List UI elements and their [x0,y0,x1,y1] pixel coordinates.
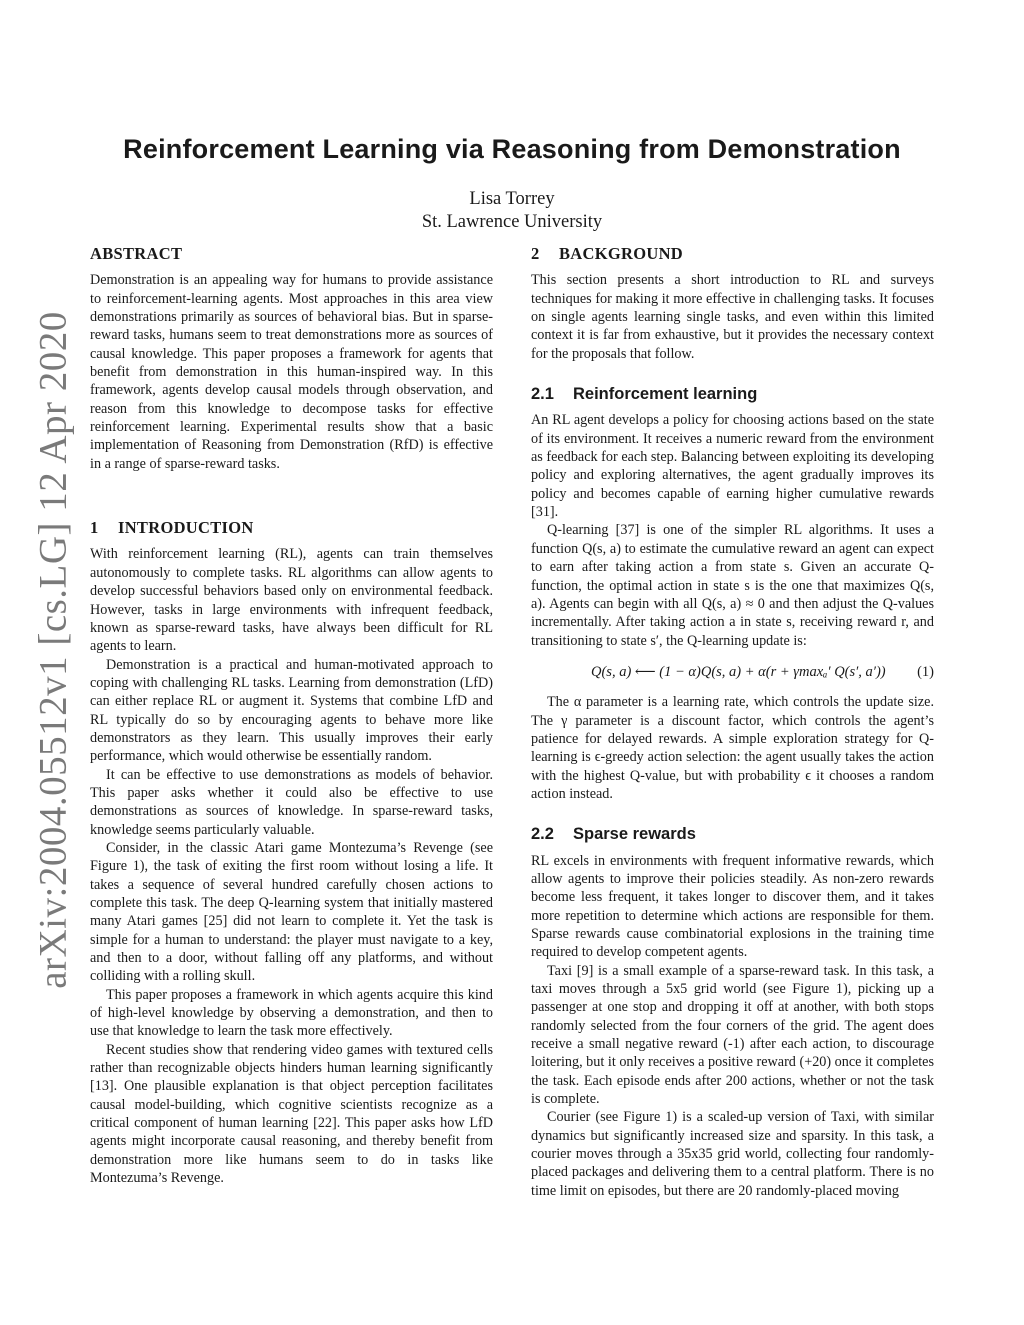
introduction-heading [90,519,493,537]
section-number: 2 [531,244,540,263]
subsection-title: Reinforcement learning [573,385,758,404]
sparse-subsection-heading [531,825,934,843]
rl-paragraph: Q-learning [37] is one of the simpler RL algorithms. It uses a function Q(s, a) to estimate the cumulative reward an agent can expect to earn after taking action a from state s. Given an accurate Q-function, the optimal action in state s is the one that maximizes Q(s, a). Agents can begin with all Q(s, a) ≈ 0 and then adjust the Q-values incrementally. After taking action a in state s, receiving reward r, and transitioning to state s′, the Q-learning update is: [531,522,934,649]
intro-paragraph: Demonstration is a practical and human-motivated approach to coping with challenging RL tasks. Learning from demonstration (LfD) can either replace RL or augment it. Systems that combine LfD and RL typically do so by encouraging agents to behave more like demonstrators as they learn. This usually improves their early performance, which would otherwise be essentially random. [90,656,493,765]
paper-title: Reinforcement Learning via Reasoning from Demonstration [123,134,901,164]
q-learning-equation [531,663,934,681]
section-number: 1 [90,518,99,538]
abstract-heading: ABSTRACT [90,244,183,263]
author-affiliation: St. Lawrence University [421,212,603,232]
background-intro: This section presents a short introduction to RL and surveys techniques for making it more effective in challenging tasks. It focuses on single agents learning single tasks, and even within this limited context it is far from exhaustive, but it provides the necessary context for the proposals that follow. [531,272,934,362]
rl-subsection-heading [531,385,934,403]
author-block [0,188,1024,234]
rl-paragraph: The α parameter is a learning rate, which controls the update size. The γ parameter is a discount factor, which controls the agent’s patience for delayed rewards. A simple exploration strategy for Q-learning is ϵ-greedy action selection: the agent usually takes the action with the highest Q-value, but with probability ϵ it chooses a random action instead. [531,694,934,802]
background-heading [531,245,934,263]
equation-body: Q(s, a) ⟵ (1 − α)Q(s, a) + α(r + γmaxₐ′ Q(s′, a′)) [591,663,886,680]
subsection-number: 2.1 [531,385,554,404]
intro-paragraph: Recent studies show that rendering video games with textured cells rather than recognizable objects hinders human learning significantly [13]. One plausible explanation is that object perception facilitates causal model-building, which cognitive scientists recognize as a critical component of human learning [22]. This paper asks how LfD agents might incorporate causal reasoning, and thereby benefit from demonstration more like humans seem to do in tasks like Montezuma’s Revenge. [90,1041,493,1187]
sparse-paragraph: Taxi [9] is a small example of a sparse-reward task. In this task, a taxi moves through a 5x5 grid world (see Figure 1), picking up a passenger at one stop and dropping it off at another, with both stops randomly selected from the four corners of the grid. The agent does receive a small negative reward (-1) after each action, to discourage loitering, but it only receives a positive reward (+20) once it completes the task. Each episode ends after 200 actions, whether or not the task is complete. [531,962,934,1108]
intro-paragraph: With reinforcement learning (RL), agents can train themselves autonomously to complete tasks. RL algorithms can allow agents to develop successful behaviors based only on environmental feedback. However, tasks in large environments with infrequent feedback, known as sparse-reward tasks, have always been difficult for RL agents to learn. [90,546,493,655]
intro-paragraph: This paper proposes a framework in which agents acquire this kind of high-level knowledge by observing a demonstration, and then to use that knowledge to learn the task more effectively. [90,986,493,1040]
equation-number: (1) [917,663,934,680]
intro-paragraph: It can be effective to use demonstrations as models of behavior. This paper asks whether it could also be effective to use demonstrations as sources of knowledge. In sparse-reward tasks, knowledge seems particularly valuable. [90,766,493,838]
section-title: BACKGROUND [559,244,684,263]
right-column [531,245,934,1200]
author-name: Lisa Torrey [469,189,555,209]
subsection-number: 2.2 [531,825,554,844]
rl-paragraph: An RL agent develops a policy for choosing actions based on the state of its environment. It receives a numeric reward from the environment as feedback for each step. Balancing between exploiting its developing policy and exploring alternatives, the agent gradually improves its policy and becomes capable of earning higher cumulative rewards [31]. [531,412,934,521]
subsection-title: Sparse rewards [573,825,696,844]
sparse-paragraph: Courier (see Figure 1) is a scaled-up version of Taxi, with similar dynamics but significantly increased size and sparsity. In this task, a courier moves through a 35x35 grid world, collecting four randomly-placed packages and delivering them to a central platform. There is no time limit on episodes, but there are 20 randomly-placed moving [531,1109,934,1199]
abstract-text: Demonstration is an appealing way for humans to provide assistance to reinforcement-learning agents. Most approaches in this area view demonstrations primarily as sources of behavioral bias. But in sparse-reward tasks, humans seem to treat demonstrations more as sources of causal knowledge. This paper proposes a framework for agents that benefit from demonstration in this human-inspired way. In this framework, agents develop causal models through observation, and reason from this knowledge to decompose tasks for effective reinforcement learning. Experimental results show that a basic implementation of Reasoning from Demonstration (RfD) is effective in a range of sparse-reward tasks. [90,272,493,472]
arxiv-stamp: arXiv:2004.05512v1 [cs.LG] 12 Apr 2020 [31,311,75,989]
section-title: INTRODUCTION [118,518,254,538]
intro-paragraph: Consider, in the classic Atari game Montezuma’s Revenge (see Figure 1), the task of exiting the first room without losing a life. It takes a sequence of several hundred carefully chosen actions to complete this task. The deep Q-learning system that initially mastered many Atari games [25] did not learn to complete it. Yet the task is simple for a human to understand: the player must navigate to a key, and then to a door, without falling off any platforms, and without colliding with a rolling skull. [90,839,493,985]
left-column [90,245,493,1188]
sparse-paragraph: RL excels in environments with frequent informative rewards, which allow agents to improve their policies steadily. As non-zero rewards become less frequent, it takes longer to discover them, and it takes more repetition to determine which actions are responsible for them. Sparse rewards cause combinatorial explosions in the training time required to develop competent agents. [531,852,934,961]
